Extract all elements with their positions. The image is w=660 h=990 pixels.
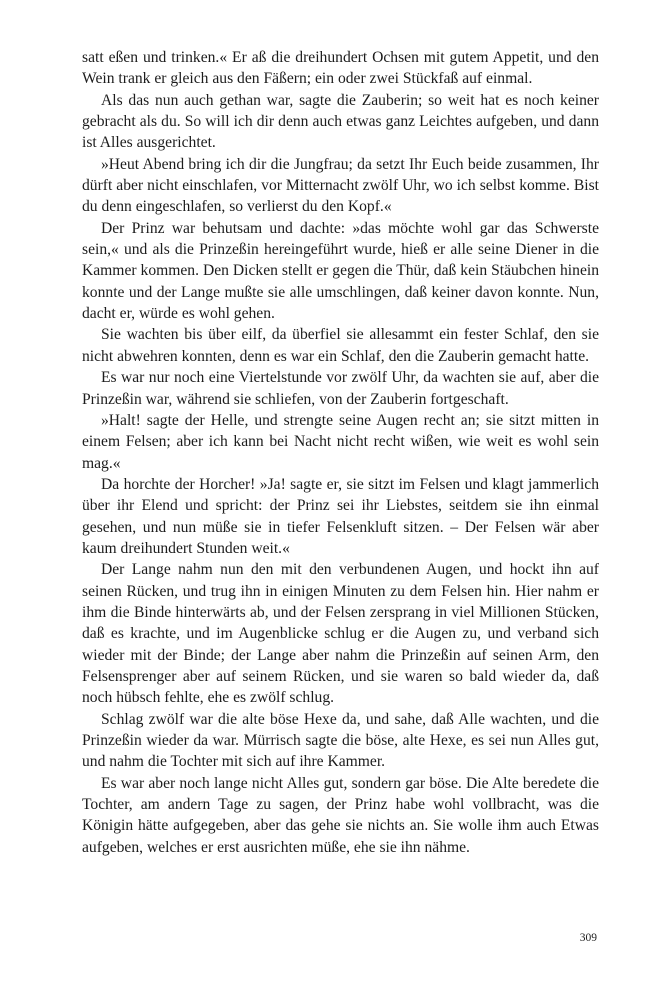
paragraph-3: »Heut Abend bring ich dir die Jungfrau; da setzt Ihr Euch beide zusammen, Ihr dürft aber nicht einschlafen, vor Mitternacht zwölf Uhr, wo ich selbst komme. Bist du denn eingeschlafen, so verlierst du den Kopf.« — [82, 155, 599, 216]
paragraph-9: Der Lange nahm nun den mit den verbundenen Augen, und hockt ihn auf seinen Rücken, und trug ihn in einigen Minuten zu dem Felsen hin. Hier nahm er ihm die Binde hinterwärts ab, und der Felsen zersprang in viel Millionen Stücken, daß es krachte, und im Augenblicke schlug er die Augen zu, und verband sich wieder mit der Binde; der Lange aber nahm die Prinzeßin auf seinen Arm, den Felsensprenger aber auf seinem Rücken, und sie waren so bald wieder da, daß noch hübsch fehlte, ehe es zwölf schlug. — [82, 561, 599, 707]
paragraph-1: satt eßen und trinken.« Er aß die dreihundert Ochsen mit gutem Appetit, und den Wein trank er gleich aus den Fäßern; ein oder zwei Stückfaß auf einmal. — [82, 49, 599, 88]
paragraph-11: Es war aber noch lange nicht Alles gut, sondern gar böse. Die Alte beredete die Tochter, am andern Tage zu sagen, der Prinz habe wohl vollbracht, was die Königin hätte aufgegeben, aber das gehe sie nichts an. Sie wolle ihm auch Etwas aufgeben, welches er erst ausrichten müße, ehe sie ihn nähme. — [82, 774, 599, 856]
paragraph-5: Sie wachten bis über eilf, da überfiel sie allesammt ein fester Schlaf, den sie nicht abwehren konnten, denn es war ein Schlaf, den die Zauberin gemacht hatte. — [82, 326, 599, 365]
paragraph-4: Der Prinz war behutsam und dachte: »das möchte wohl gar das Schwerste sein,« und als die Prinzeßin hereingeführt wurde, hieß er alle seine Diener in die Kammer kommen. Den Dicken stellt er gegen die Thür, daß kein Stäubchen hinein konnte und der Lange mußte sie alle umschlingen, daß keiner davon konnte. Nun, dacht er, würde es wohl gehen. — [82, 219, 599, 323]
paragraph-7: »Halt! sagte der Helle, und strengte seine Augen recht an; sie sitzt mitten in einem Felsen; aber ich kann bei Nacht nicht recht wißen, wie weit es wohl sein mag.« — [82, 411, 599, 472]
paragraph-8: Da horchte der Horcher! »Ja! sagte er, sie sitzt im Felsen und klagt jammerlich über ihr Elend und spricht: der Prinz sei ihr Liebstes, seitdem sie ihn einmal gesehen, und nun müße sie in tiefer Felsenkluft sitzen. – Der Felsen wär aber kaum dreihundert Stunden weit.« — [82, 475, 599, 557]
paragraph-2: Als das nun auch gethan war, sagte die Zauberin; so weit hat es noch keiner gebracht als du. So will ich dir denn auch etwas ganz Leichtes aufgeben, und dann ist Alles ausgerichtet. — [82, 91, 599, 152]
book-page-text — [82, 47, 599, 858]
paragraph-6: Es war nur noch eine Viertelstunde vor zwölf Uhr, da wachten sie auf, aber die Prinzeßin war, während sie schliefen, von der Zauberin fortgeschaft. — [82, 369, 599, 408]
paragraph-10: Schlag zwölf war die alte böse Hexe da, und sahe, daß Alle wachten, und die Prinzeßin wieder da war. Mürrisch sagte die böse, alte Hexe, es sei nun Alles gut, und nahm die Tochter mit sich auf ihre Kammer. — [82, 710, 599, 771]
page-number: 309 — [579, 932, 597, 944]
